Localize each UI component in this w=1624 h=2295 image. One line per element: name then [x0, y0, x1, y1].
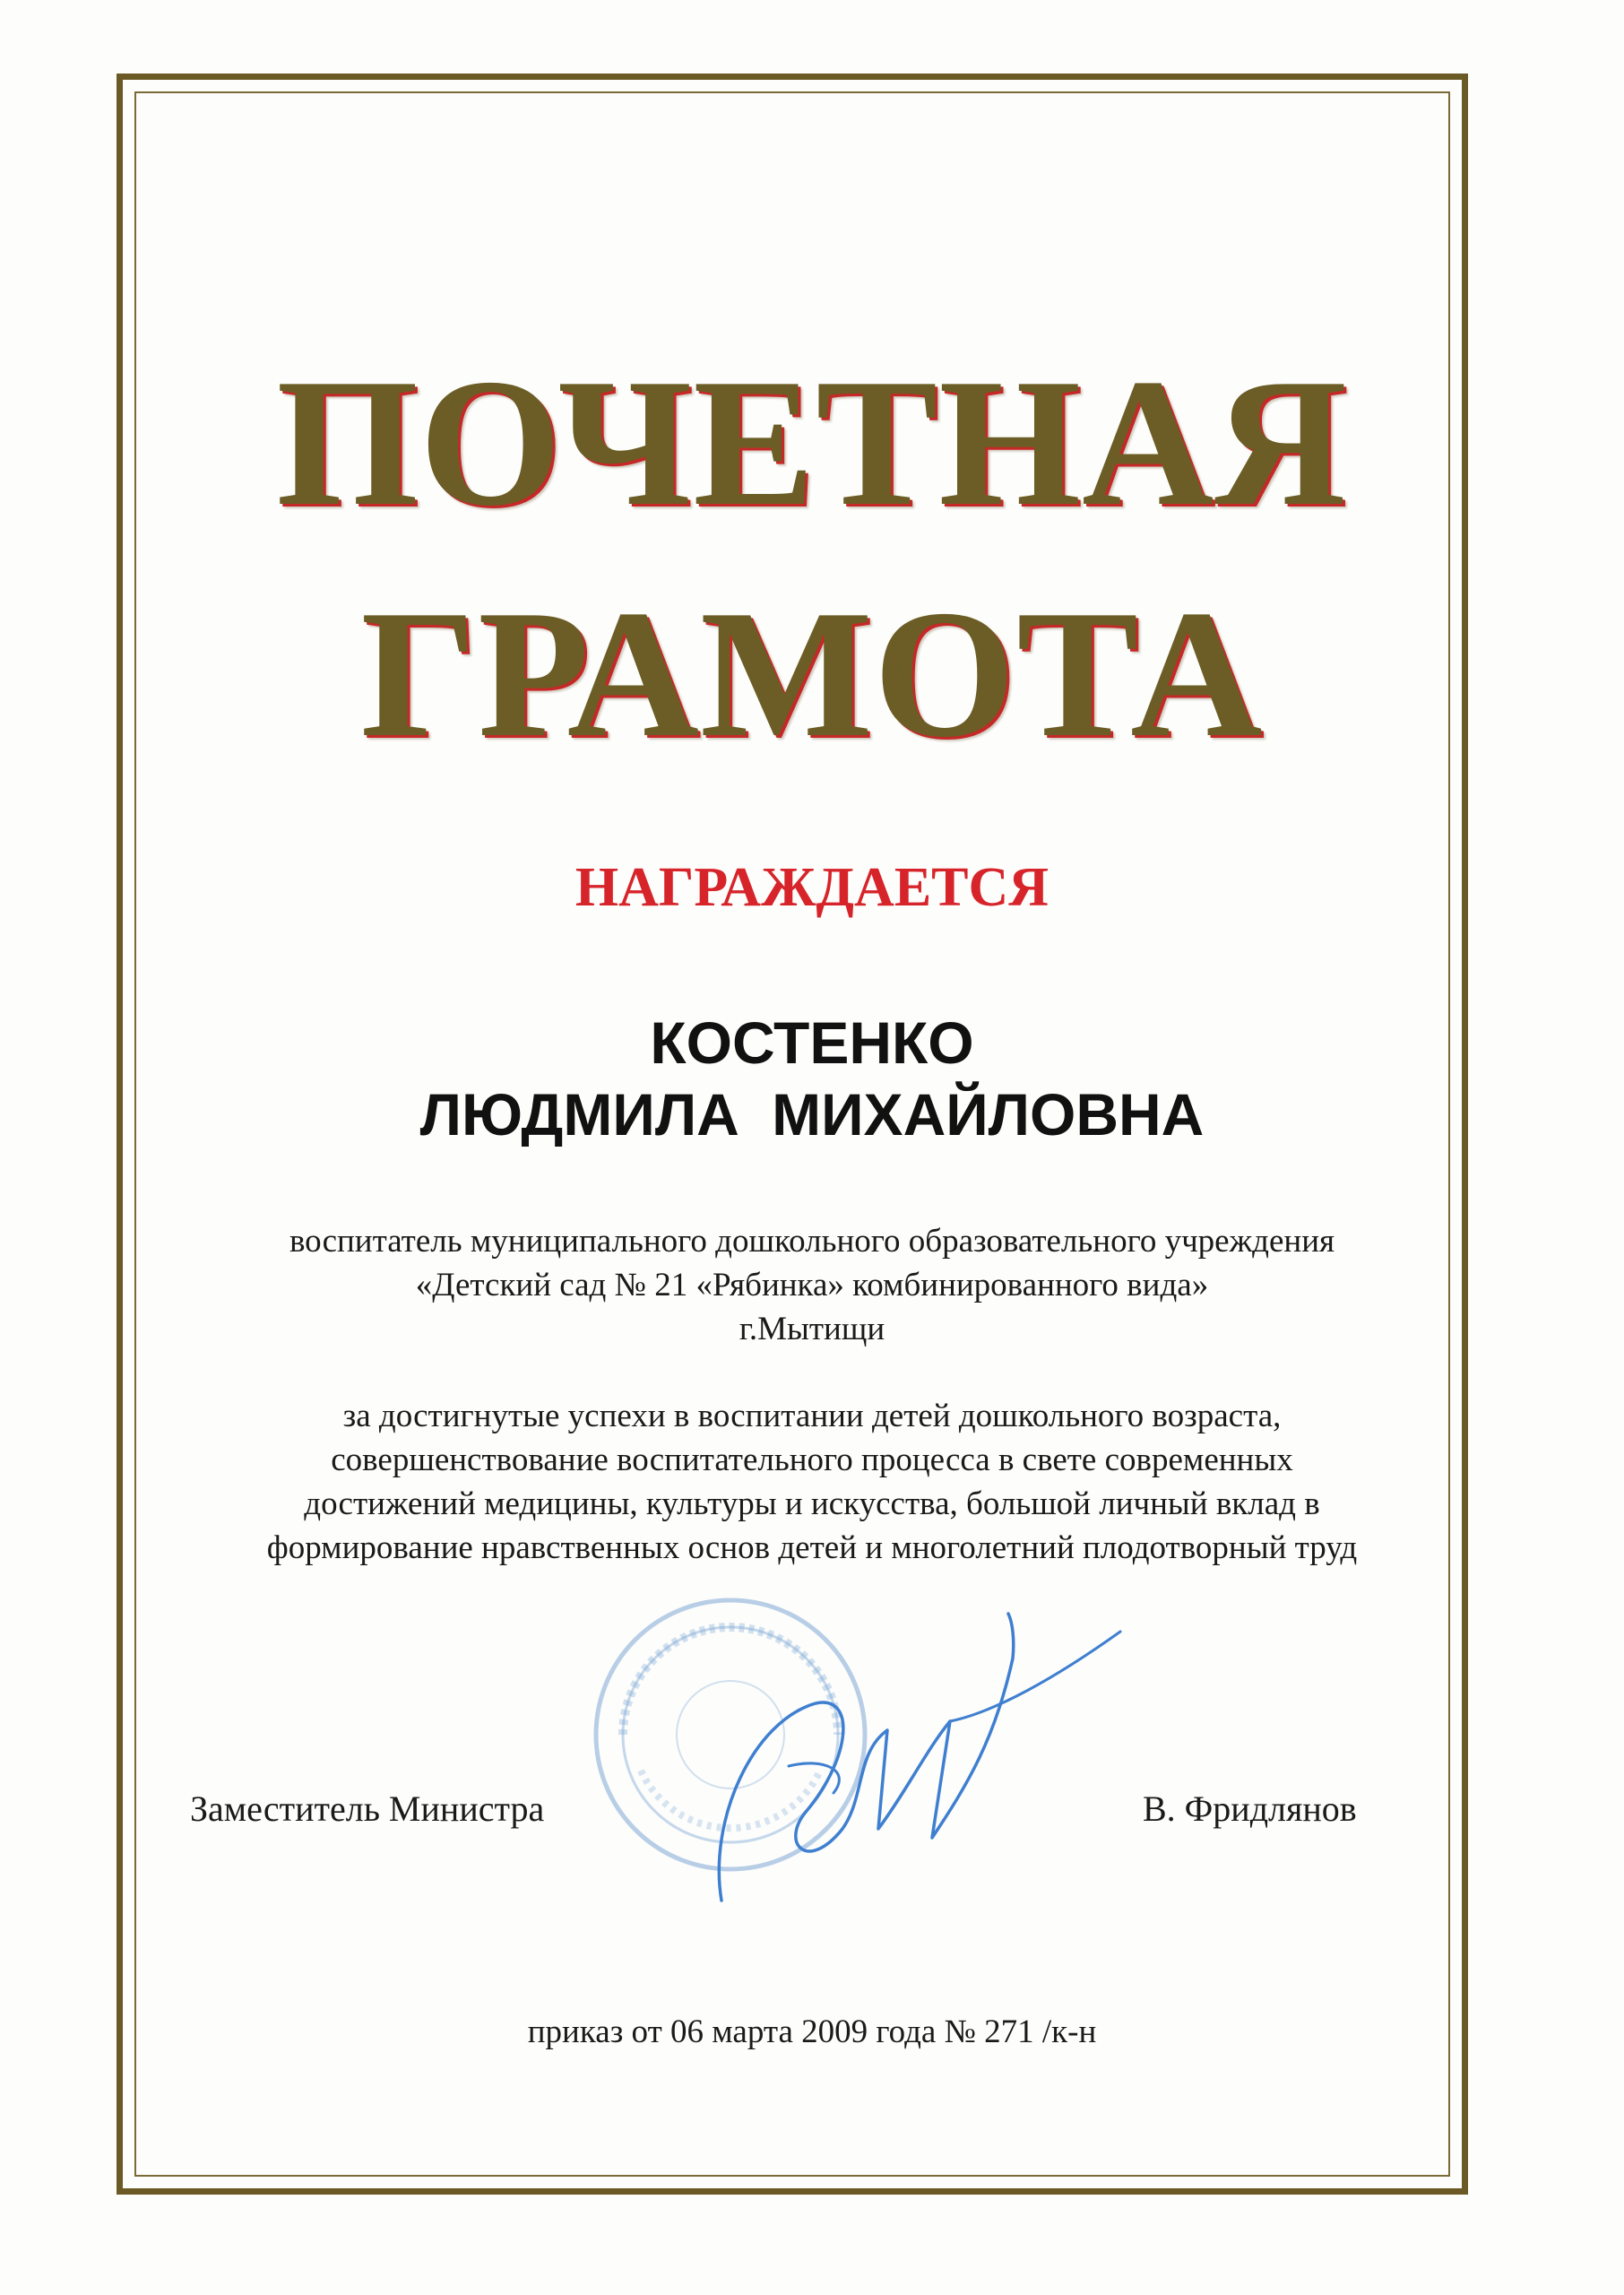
signature-icon	[699, 1605, 1129, 1927]
position-line: «Детский сад № 21 «Рябинка» комбинированного вида»	[415, 1267, 1209, 1303]
award-reason	[161, 1394, 1463, 1570]
reason-line: формирование нравственных основ детей и многолетний плодотворный труд	[266, 1529, 1358, 1566]
reason-line: достижений медицины, культуры и искусства, большой личный вклад в	[304, 1485, 1320, 1522]
recipient-given-names: ЛЮДМИЛА МИХАЙЛОВНА	[419, 1081, 1205, 1148]
title-line-1: ПОЧЕТНАЯ	[276, 342, 1348, 544]
position-line: воспитатель муниципального дошкольного образовательного учреждения	[289, 1223, 1335, 1260]
order-reference: приказ от 06 марта 2009 года № 271 /к-н	[527, 2014, 1097, 2050]
recipient-surname: КОСТЕНКО	[650, 1009, 974, 1076]
position-line: г.Мытищи	[739, 1311, 885, 1347]
recipient-position	[161, 1219, 1463, 1351]
title-line-2: ГРАМОТА	[360, 573, 1264, 775]
awarded-heading: НАГРАЖДАЕТСЯ	[574, 857, 1050, 918]
reason-line: совершенствование воспитательного процесса в свете современных	[331, 1442, 1293, 1478]
signer-title: Заместитель Министра	[190, 1788, 545, 1829]
signer-name: В. Фридлянов	[1143, 1788, 1357, 1829]
reason-line: за достигнутые успехи в воспитании детей дошкольного возраста,	[342, 1398, 1282, 1434]
